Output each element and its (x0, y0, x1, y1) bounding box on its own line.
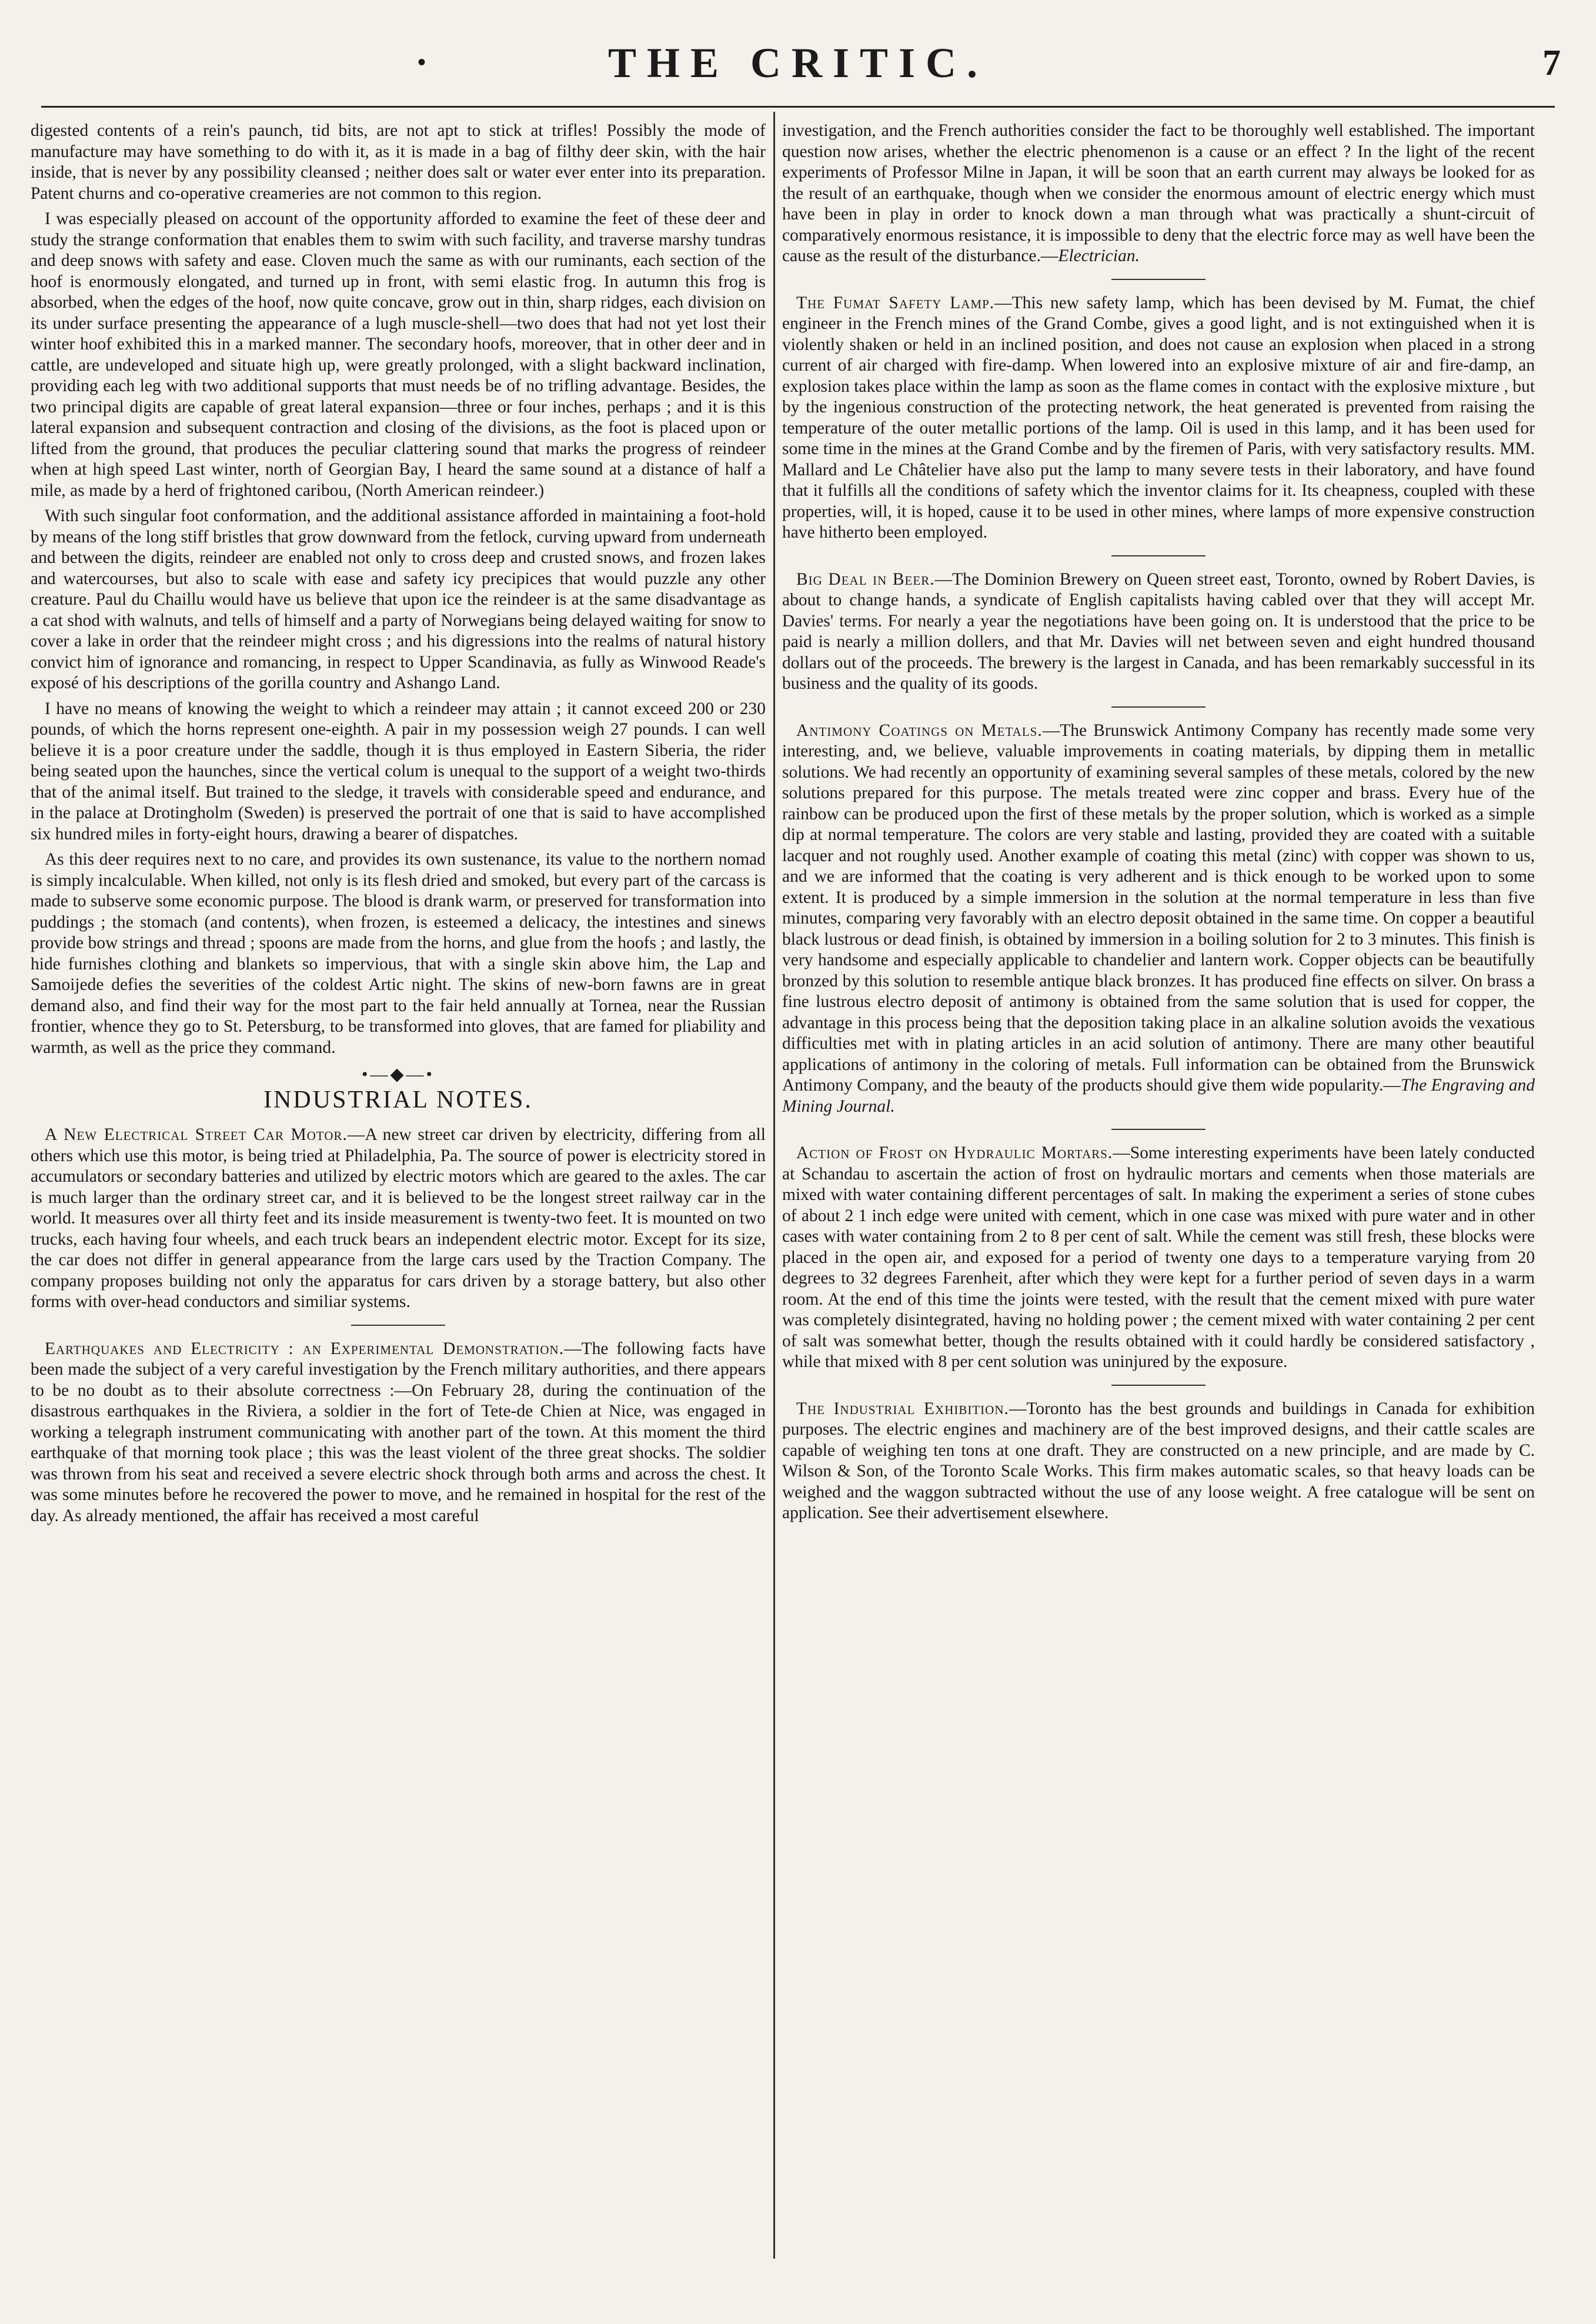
article-separator (1111, 555, 1206, 556)
article-antimony-coatings (782, 721, 1535, 1118)
left-column (31, 121, 766, 1531)
article-source: The Engraving and Mining Journal. (782, 1076, 1535, 1116)
reindeer-paragraph-1: digested contents of a rein's paunch, tid bits, are not apt to stick at trifles! Possibly the mode of manufacture may have something to do with it, as it is made in a bag of filthy deer skin, with the hair inside, that is never by any possibility cleansed ; neither does salt or water ever enter into its preparation. Patent churns and co-operative creameries are not common to this region. (31, 121, 766, 203)
article-heading: Antimony Coatings on Metals. (796, 721, 1043, 740)
article-body: —The Brunswick Antimony Company has recently made some very interesting, and, we believe, valuable improvements in coating materials, by dipping them in metallic solutions. We had recently an opportunity of examining several samples of these metals, colored by the new solutions prepared for this purpose. The metals treated were zinc copper and brass. Every hue of the rainbow can be produced upon the first of these metals by the proper solution, which is worked as a simple dip at normal temperature. The colors are very stable and lasting, provided they are coated with a suitable lacquer and not roughly used. Another example of coating this metal (zinc) with copper was shown to us, and we are informed that the coating is very adherent and is thick enough to be worked upon to some extent. It is produced by a simple immersion in the solution at the normal temperature in less than five minutes, comparing very favorably with an electro deposit obtained in the same time. On copper a beautiful black lustrous or dead finish, is obtained by immersion in a boiling solution for 2 to 3 minutes. This finish is very handsome and especially applicable to chandelier and lantern work. Copper objects can be beautifully bronzed by this solution to resemble antique black bronzes. It has produced fine effects on silver. On brass a fine lustrous electro deposit of antimony is obtained from the same solution that is used for copper, the advantage in this process being that the deposition taking place in an alkaline solution avoids the vexatious difficulties met with in plating articles in an acid solution of antimony. There are many other beautiful applications of antimony in the coloring of metals. Full information can be obtained from the Brunswick Antimony Company, and the beauty of the products should give them wide popularity.— (782, 721, 1535, 1095)
masthead (35, 39, 1561, 95)
section-ornament: •—◆—• (361, 1065, 435, 1084)
article-separator (1111, 279, 1206, 280)
reindeer-paragraph-3: With such singular foot conformation, and the additional assistance afforded in maintaining a foot-hold by means of the long stiff bristles that grow downward from the fetlock, curving upward from underneath and between the digits, reindeer are enabled not only to cross deep and crusted snows, and frozen lakes and watercourses, but also to scale with ease and safety icy precipices that would puzzle any other creature. Paul du Chaillu would have us believe that upon ice the reindeer is at the same disadvantage as a cat shod with walnuts, and tells of himself and a party of Norwegians being delayed waiting for snow to cover a lake in order that the reindeer might cross ; and his digressions into the realms of natural history convict him of ignorance and romancing, in respect to Upper Scandinavia, as fully as Winwood Reade's exposé of his descriptions of the gorilla country and Ashango Land. (31, 506, 766, 692)
article-industrial-exhibition (782, 1399, 1535, 1524)
masthead-bullet: • (418, 49, 426, 75)
reindeer-paragraph-5: As this deer requires next to no care, and provides its own sustenance, its value to the northern nomad is simply incalculable. When killed, not only is its flesh dried and smoked, but every part of the carcass is made to subserve some economic purpose. The blood is drank warm, or preserved for transformation into puddings ; the stomach (and contents), when frozen, is esteemed a delicacy, the intestines and sinews provide bow strings and thread ; spoons are made from the horns, and glue from the hoofs ; and lastly, the hide furnishes clothing and blankets so impervious, that with a single skin above him, the Lap and Samoijede defies the severities of the coldest Artic night. The skins of new-born fawns are in great demand also, and find their way for the most part to the fair held annually at Tornea, near the Russian frontier, whence they go to St. Petersburg, to be transformed into gloves, that are famed for pliability and warmth, as well as the price they command. (31, 850, 766, 1057)
article-body: —Toronto has the best grounds and buildings in Canada for exhibition purposes. The electric engines and machinery are of the best improved designs, and their cattle scales are capable of weighing ten tons at one draft. They are constructed on a new principle, and are made by C. Wilson & Son, of the Toronto Scale Works. This firm makes automatic scales, so that heavy loads can be weighed and the waggon subtracted without the use of any loose weight. A free catalogue will be sent on application. See their advertisement elsewhere. (782, 1399, 1535, 1522)
page-title: THE CRITIC. (607, 39, 989, 86)
article-earthquakes (31, 1339, 766, 1527)
article-heading: The Industrial Exhibition. (796, 1399, 1009, 1418)
article-heading: A New Electrical Street Car Motor. (45, 1125, 348, 1144)
article-body: —Some interesting experiments have been lately conducted at Schandau to ascertain the action of frost on hydraulic mortars and cements when those materials are mixed with water containing different percentages of salt. In making the experiment a series of stone cubes of about 2 1 inch edge were united with cement, which in one case was mixed with pure water and in other cases with water containing from 2 to 8 per cent of salt. While the cement was still fresh, these blocks were placed in the open air, and exposed for a period of twenty one days to a temperature varying from 20 degrees to 32 degrees Farenheit, after which they were kept for a further period of seven days in a warm room. At the end of this time the joints were tested, with the result that the cement mixed with pure water was completely disintegrated, having no holding power ; the cement mixed with water containing 2 per cent of salt was somewhat better, though the results obtained with it could hardly be considered satisfactory , while that mixed with 8 per cent solution was uninjured by the exposure. (782, 1143, 1535, 1371)
right-column (782, 121, 1535, 1529)
article-body: investigation, and the French authorities consider the fact to be thoroughly well established. The important question now arises, whether the electric phenomenon is a cause or an effect ? In the light of the recent experiments of Professor Milne in Japan, it will be soon that an earth current may always be looked for as the result of an earthquake, though when we consider the enormous amount of electric energy which must have been in play in order to knock down a man through what was practically a shunt-circuit of comparatively enormous resistance, it is impossible to deny that the electric force may as well have been the cause as the result of the disturbance.— (782, 121, 1535, 265)
article-heading: Big Deal in Beer. (796, 569, 935, 589)
reindeer-paragraph-4: I have no means of knowing the weight to which a reindeer may attain ; it cannot exceed 200 or 230 pounds, of which the horns represent one-eighth. A pair in my possession weigh 27 pounds. I can well believe it is a poor creature under the saddle, though it is thus employed in Eastern Siberia, the rider being seated upon the haunches, since the vertical colum is unequal to the support of a weight two-thirds that of the animal itself. But trained to the sledge, it travels with considerable speed and endurance, and in the palace at Drotingholm (Sweden) is preserved the portrait of one that is said to have accomplished six hundred miles in forty-eight hours, drawing a bearer of dispatches. (31, 699, 766, 843)
article-body: —This new safety lamp, which has been devised by M. Fumat, the chief engineer in the French mines of the Grand Combe, gives a good light, and is not extinguished when it is violently shaken or held in an inclined position, and does not cause an explosion when placed in a strong current of air charged with fire-damp. When lowered into an explosive mixture of air and fire-damp, an explosion takes place within the lamp as soon as the flame comes in contact with the explosive mixture , but by the ingenious construction of the protecting network, the heat generated is prevented from raising the temperature of the outer metallic portions of the lamp. Oil is used in this lamp, and it has been used for some time in the mines at the Grand Combe and by the firemen of Paris, with very satisfactory results. MM. Mallard and Le Châtelier have also put the lamp to many severe tests in their laboratory, and have found that it fulfills all the conditions of safety which the inventor claims for it. Its cheapness, coupled with these properties, will, it is hoped, cause it to be used in other mines, where lamps of more expensive construction have hitherto been employed. (782, 293, 1535, 542)
article-body: —The Dominion Brewery on Queen street east, Toronto, owned by Robert Davies, is about to change hands, a syndicate of English capitalists having cabled over that they will accept Mr. Davies' terms. For nearly a year the negotiations have been going on. It is understood that the price to be paid is nearly a million dollers, and that Mr. Davies will net between seven and eight hundred thousand dollars out of the proceeds. The brewery is the largest in Canada, and has been remarkably successful in its business and the quality of its goods. (782, 569, 1535, 693)
article-frost-mortars (782, 1143, 1535, 1373)
industrial-notes-heading: INDUSTRIAL NOTES. (263, 1086, 533, 1113)
article-heading: The Fumat Safety Lamp. (796, 293, 995, 312)
article-separator (1111, 1385, 1206, 1386)
article-safety-lamp (782, 293, 1535, 544)
article-separator (1111, 1129, 1206, 1130)
article-big-deal-beer (782, 569, 1535, 695)
column-divider (773, 112, 775, 2259)
article-body: —A new street car driven by electricity, differing from all others which use this motor, is being tried at Philadelphia, Pa. The source of power is electricity stored in accumulators or secondary batteries and utilized by electric motors which are geared to the axles. The car is much larger than the ordinary street car, and it is believed to be the longest street railway car in the world. It measures over all thirty feet and its inside measurement is twenty-two feet. It is mounted on two trucks, each having four wheels, and each truck bears an independent electric motor. Except for its size, the car does not differ in general appearance from the large cars used by the Traction Company. The company proposes building not only the apparatus for cars driven by a storage battery, but also other forms with over-head conductors and similiar systems. (31, 1125, 766, 1311)
earthquake-continuation (782, 121, 1535, 267)
article-body: —The following facts have been made the subject of a very careful investigation by the French military authorities, and there appears to be no doubt as to their absolute correctness :—On February 28, during the continuation of the disastrous earthquakes in the Riviera, a soldier in the fort of Tete-de Chien at Nice, was engaged in working a telegraph instrument communicating with another part of the town. At this moment the third earthquake of that morning took place ; this was the least violent of the three great shocks. The soldier was thrown from his seat and received a severe electric shock through both arms and across the chest. It was some minutes before he recovered the power to move, and he remained in hospital for the rest of the day. As already mentioned, the affair has received a most careful (31, 1339, 766, 1525)
article-heading: Action of Frost on Hydraulic Mortars. (796, 1143, 1113, 1162)
article-separator (351, 1325, 445, 1326)
header-rule (41, 106, 1555, 108)
reindeer-paragraph-2: I was especially pleased on account of the opportunity afforded to examine the feet of these deer and study the strange conformation that enables them to swim with such facility, and traverse marshy tundras and deep snows with safety and ease. Cloven much the same as with our ruminants, each section of the hoof is enormously elongated, and turned up in front, with semi elastic frog. In autumn this frog is absorbed, when the edges of the hoof, now quite concave, grow out in thin, sharp ridges, each division on its under surface presenting the appearance of a lugh muscle-shell—two does that had not yet lost their winter hoof exhibited this in a marked manner. The secondary hoofs, moreover, that in other deer and in cattle, are undeveloped and situate high up, were greatly prolonged, with a slight backward inclination, providing each leg with two additional supports that must needs be of no trifling advantage. Besides, the two principal digits are capable of great lateral expansion—three or four inches, perhaps ; and it is this lateral expansion and subsequent contraction and closing of the divisions, as the foot is placed upon or lifted from the ground, that produces the peculiar clattering sound that marks the progress of reindeer when at high speed Last winter, north of Georgian Bay, I heard the same sound at a distance of half a mile, as made by a herd of frightoned caribou, (North American reindeer.) (31, 209, 766, 500)
article-separator (1111, 706, 1206, 708)
page-number: 7 (1542, 43, 1561, 83)
article-street-car-motor (31, 1125, 766, 1313)
article-heading: Earthquakes and Electricity : an Experimental Demonstration. (45, 1339, 565, 1358)
article-source: Electrician. (1058, 246, 1140, 265)
